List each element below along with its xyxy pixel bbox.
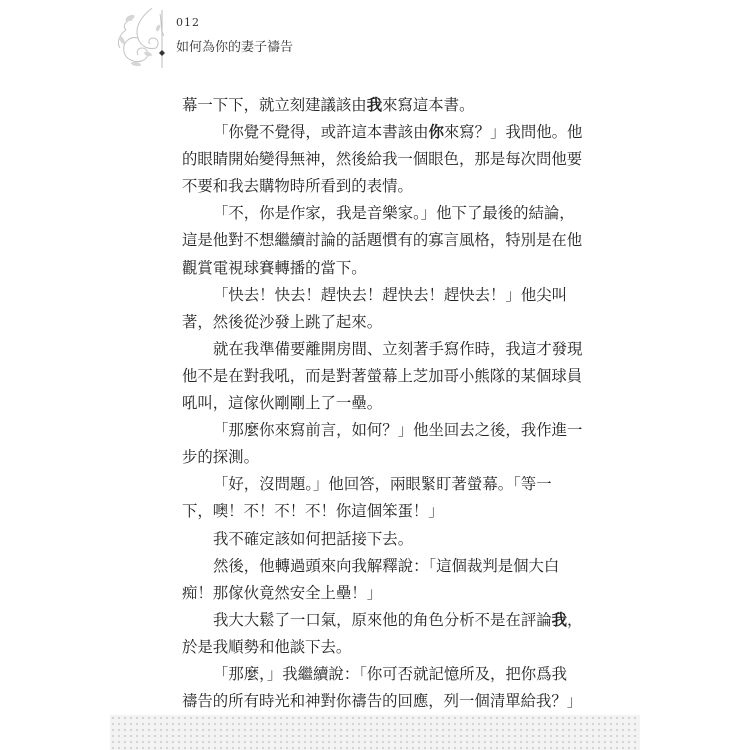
emphasized-text: 我 bbox=[551, 610, 568, 629]
text-line bbox=[182, 363, 583, 390]
text-segment: 觀賞電視球賽轉播的當下。 bbox=[182, 258, 367, 277]
text-line bbox=[182, 390, 572, 417]
text-line bbox=[182, 200, 575, 227]
text-segment: 「那麼，」我繼續說：「你可否就記憶所及，把你爲我 bbox=[213, 664, 567, 683]
text-segment: 的眼睛開始變得無神，然後給我一個眼色，那是每次問他要 bbox=[182, 150, 583, 169]
text-line bbox=[182, 607, 583, 634]
emphasized-text: 你 bbox=[428, 123, 444, 142]
running-title: 如何為你的妻子禱告 bbox=[176, 40, 294, 55]
text-segment: 他不是在對我吼，而是對著螢幕上芝加哥小熊隊的某個球員 bbox=[182, 366, 583, 385]
text-line bbox=[182, 282, 572, 309]
text-line bbox=[182, 553, 572, 580]
text-line bbox=[182, 173, 572, 200]
text-segment: ， bbox=[567, 610, 583, 629]
text-segment: 這是他對不想繼續討論的話題慣有的寡言風格，特別是在他 bbox=[182, 231, 583, 250]
text-segment: 來寫這本書。 bbox=[382, 96, 475, 114]
text-segment: 不要和我去購物時所看到的表情。 bbox=[182, 177, 413, 196]
floral-flourish-icon bbox=[112, 6, 182, 70]
text-line bbox=[182, 661, 572, 688]
text-line bbox=[182, 498, 572, 525]
page-number: 012 bbox=[176, 16, 200, 29]
text-segment: 我不確定該如何把話接下去。 bbox=[213, 529, 414, 548]
text-line bbox=[182, 255, 572, 282]
text-line bbox=[182, 92, 572, 119]
text-segment: 吼叫，這傢伙剛剛上了一壘。 bbox=[182, 394, 383, 413]
text-segment: 來寫？」我問他。他 bbox=[443, 123, 583, 142]
text-segment: 於是我順勢和他談下去。 bbox=[182, 637, 352, 656]
text-line bbox=[182, 580, 572, 607]
text-line bbox=[182, 146, 583, 173]
text-line bbox=[182, 119, 583, 146]
text-segment: 「不，你是作家，我是音樂家。」他下了最後的結論， bbox=[213, 204, 575, 223]
text-line bbox=[182, 227, 583, 254]
text-segment: 步的探測。 bbox=[182, 448, 259, 467]
text-segment: 「好，沒問題。」他回答，兩眼緊盯著螢幕。「等一 bbox=[213, 475, 552, 494]
text-segment: 「那麼你來寫前言，如何？」他坐回去之後，我作進一 bbox=[213, 421, 583, 440]
text-line bbox=[182, 688, 583, 715]
body-text bbox=[182, 92, 583, 742]
emphasized-text: 我 bbox=[366, 96, 383, 114]
text-segment: 痴！那傢伙竟然安全上壘！」 bbox=[182, 583, 383, 602]
text-segment: 就在我準備要離開房間、立刻著手寫作時，我這才發現 bbox=[213, 339, 583, 358]
text-line bbox=[182, 417, 583, 444]
text-line bbox=[182, 309, 572, 336]
text-segment: 「快去！快去！趕快去！趕快去！趕快去！」他尖叫 bbox=[213, 285, 567, 304]
footer-dot-pattern bbox=[110, 715, 640, 750]
text-line bbox=[182, 471, 572, 498]
text-segment: 「你覺不覺得，或許這本書該由 bbox=[213, 123, 429, 142]
text-segment: 著，然後從沙發上跳了起來。 bbox=[182, 312, 383, 331]
text-segment: 幕一下下，就立刻建議該由 bbox=[182, 96, 367, 114]
text-segment: 下，噢！不！不！不！你這個笨蛋！」 bbox=[182, 502, 444, 521]
text-segment: 然後，他轉過頭來向我解釋說：「這個裁判是個大白 bbox=[213, 556, 560, 575]
text-line bbox=[182, 444, 572, 471]
text-line bbox=[182, 634, 572, 661]
text-line bbox=[182, 526, 572, 553]
text-segment: 禱告的所有時光和神對你禱告的回應，列一個清單給我？」 bbox=[182, 692, 583, 711]
text-segment: 我大大鬆了一口氣，原來他的角色分析不是在評論 bbox=[213, 610, 552, 629]
text-line bbox=[182, 336, 583, 363]
